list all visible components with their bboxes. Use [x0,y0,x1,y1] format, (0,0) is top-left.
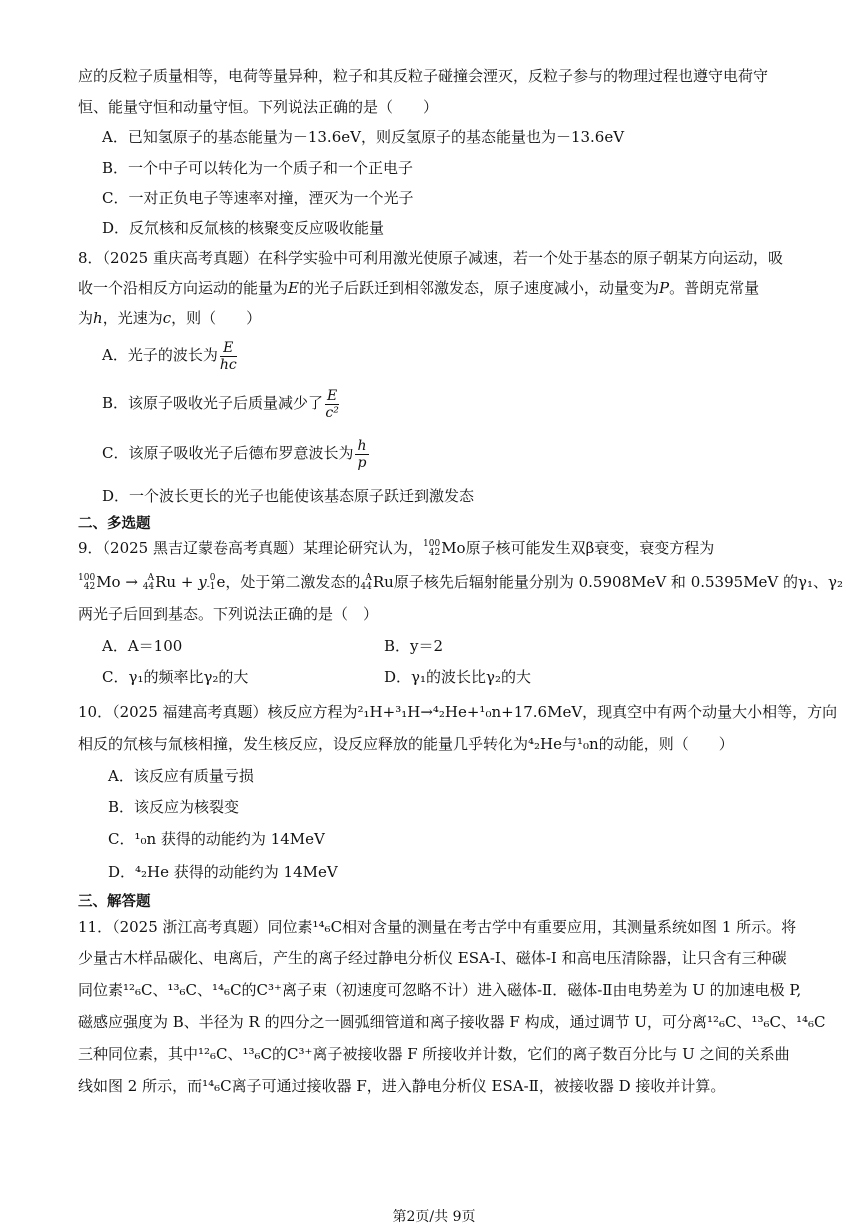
section-multiple-choice: 二、多选题 [78,516,151,532]
q11-line-6: 线如图 2 所示，而¹⁴₆C离子可通过接收器 F，进入静电分析仪 ESA-Ⅱ，被接收器 D 接收并计算。 [78,1077,726,1095]
q10-line-1: 10．（2025 福建高考真题）核反应方程为²₁H+³₁H→⁴₂He+¹₀n+17.6MeV，现真空中有两个动量大小相等，方向 [78,703,838,721]
intro-line-2: 恒、能量守恒和动量守恒。下列说法正确的是（ ） [78,98,439,116]
q8-option-b: B．该原子吸收光子后质量减少了 $\frac{E}{\text{c²}}$ [102,387,339,421]
intro-line-1: 应的反粒子质量相等，电荷等量异种，粒子和其反粒子碰撞会湮灭，反粒子参与的物理过程也遵守电荷守 [78,67,769,85]
q9-option-a: A．A＝100 [102,637,183,655]
q7-option-d: D．反氘核和反氚核的核聚变反应吸收能量 [102,219,385,237]
section-answer: 三、解答题 [78,894,151,910]
q7-option-b: B．一个中子可以转化为一个质子和一个正电子 [102,159,414,177]
q8-option-d: D．一个波长更长的光子也能使该基态原子跃迁到激发态 [102,487,475,505]
q11-line-1: 11．（2025 浙江高考真题）同位素¹⁴₆C相对含量的测量在考古学中有重要应用，其测量系统如图 1 所示。将 [78,918,797,936]
q10-option-c: C．¹₀n 获得的动能约为 14MeV [108,830,325,848]
q8-option-c: C．该原子吸收光子后德布罗意波长为 $\frac{h}{p}$ [102,437,367,471]
q9-line-3: 两光子后回到基态。下列说法正确的是（ ） [78,605,379,623]
q10-option-a: A．该反应有质量亏损 [108,767,254,785]
q8-line-2: 收一个沿相反方向运动的能量为E的光子后跃迁到相邻激发态，原子速度减小，动量变为P。普朗克常量 [78,279,760,297]
page-number: 第2页/共 9页 [392,1209,476,1225]
fraction-e-hc: $\frac{E}{hc}$ [219,339,237,373]
q9-option-c: C．γ₁的频率比γ₂的大 [102,668,249,686]
q11-line-5: 三种同位素，其中¹²₆C、¹³₆C的C³⁺离子被接收器 F 所接收并计数，它们的离子数百分比与 U 之间的关系曲 [78,1045,790,1063]
q8-line-3: 为h，光速为c，则（ ） [78,309,262,327]
q8-option-a: A．光子的波长为 $\frac{E}{hc}$ [102,339,237,373]
q9-line-2: 100 42 Mo → A 44 Ru + y 0 -1 e，处于第二激发态的 A 44 Ru原子核先后辐射能量分别为 0.5908MeV 和 0.5395MeV 的γ₁、γ₂ [78,573,843,592]
fraction-e-c2: $\frac{E}{\text{c²}}$ [325,387,339,421]
q9-option-b: B．y＝2 [384,637,444,655]
q9-line-1: 9．（2025 黑吉辽蒙卷高考真题）某理论研究认为， 100 42 Mo原子核可能发生双β衰变，衰变方程为 [78,539,715,558]
q7-option-c: C．一对正负电子等速率对撞，湮灭为一个光子 [102,189,414,207]
q10-option-b: B．该反应为核裂变 [108,798,240,816]
q7-option-a: A．已知氢原子的基态能量为－13.6eV，则反氢原子的基态能量也为－13.6eV [102,128,625,146]
q11-line-2: 少量古木样品碳化、电离后，产生的离子经过静电分析仪 ESA-I、磁体-I 和高电压清除器，让只含有三种碳 [78,949,787,967]
q10-option-d: D．⁴₂He 获得的动能约为 14MeV [108,863,338,881]
q10-line-2: 相反的氘核与氚核相撞，发生核反应，设反应释放的能量几乎转化为⁴₂He与¹₀n的动能，则（ ） [78,735,734,753]
fraction-h-p: $\frac{h}{p}$ [357,437,367,471]
q9-option-d: D．γ₁的波长比γ₂的大 [384,668,531,686]
q8-line-1: 8．（2025 重庆高考真题）在科学实验中可利用激光使原子减速，若一个处于基态的原子朝某方向运动，吸 [78,249,783,267]
q11-line-4: 磁感应强度为 B、半径为 R 的四分之一圆弧细管道和离子接收器 F 构成，通过调节 U，可分离¹²₆C、¹³₆C、¹⁴₆C [78,1013,826,1031]
q11-line-3: 同位素¹²₆C、¹³₆C、¹⁴₆C的C³⁺离子束（初速度可忽略不计）进入磁体-Ⅱ．磁体-Ⅱ由电势差为 U 的加速电极 P, [78,981,802,999]
